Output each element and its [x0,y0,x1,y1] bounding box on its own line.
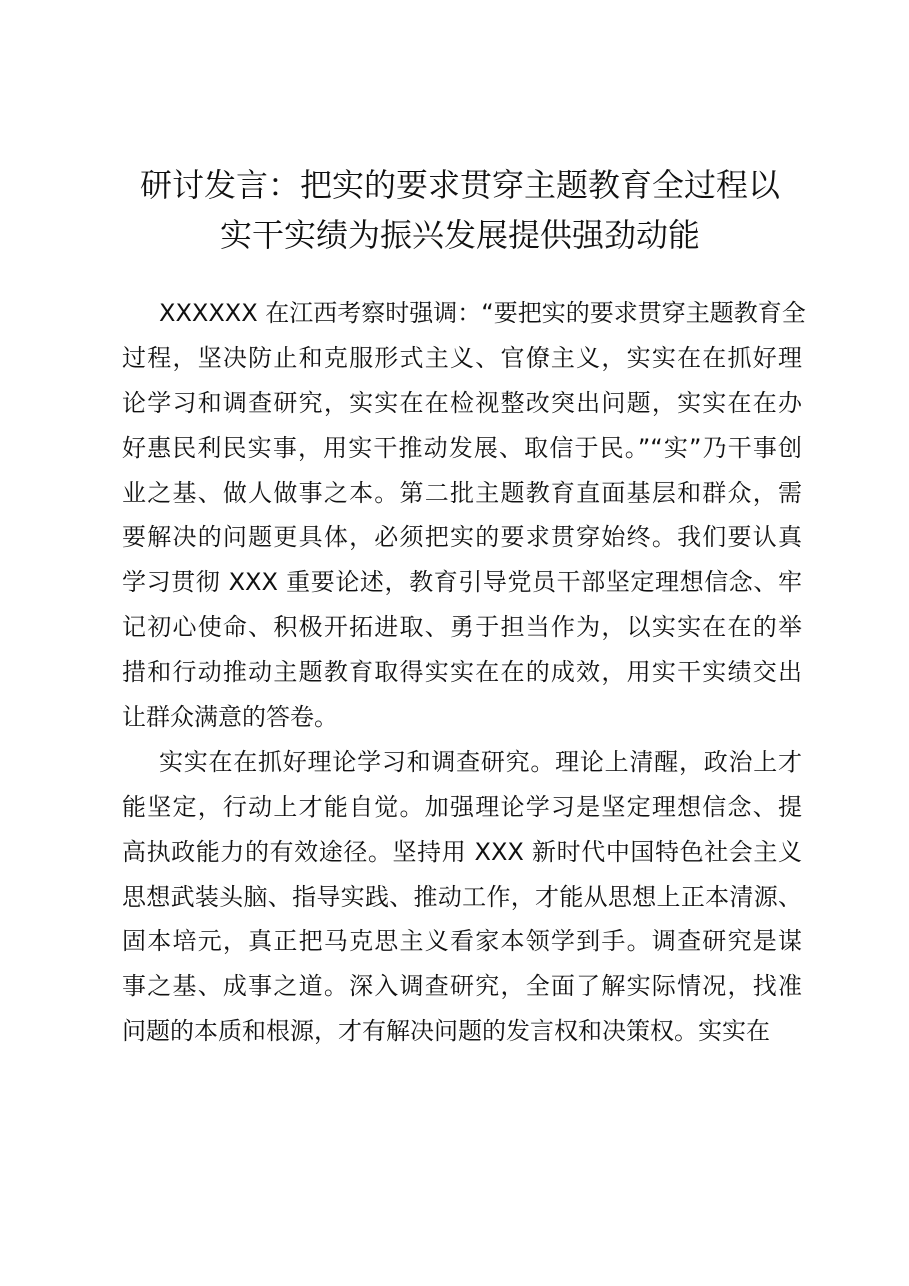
text-line: 事之基、成事之道。深入调查研究，全面了解实际情况，找准 [122,972,802,1001]
text-line: 让群众满意的答卷。 [122,703,338,732]
text-line: 学习贯彻 XXX 重要论述，教育引导党员干部坚定理想信念、牢 [122,568,802,597]
document-title [110,160,810,260]
text-line: 实实在在抓好理论学习和调查研究。理论上清醒，政治上才 [159,747,802,776]
text-line: 记初心使命、积极开拓进取、勇于担当作为，以实实在在的举 [122,613,802,642]
text-line: 问题的本质和根源，才有解决问题的发言权和决策权。实实在 [122,1017,770,1046]
text-line: 好惠民利民实事，用实干推动发展、取信于民。”“实”乃干事创 [122,433,802,462]
document-body [122,291,806,1054]
text-line: 思想武装头脑、指导实践、推动工作，才能从思想上正本清源、 [122,882,802,911]
title-line: 实干实绩为振兴发展提供强劲动能 [219,216,700,254]
text-line: 固本培元，真正把马克思主义看家本领学到手。调查研究是谋 [122,927,802,956]
text-line: 要解决的问题更具体，必须把实的要求贯穿始终。我们要认真 [122,523,802,552]
text-line: XXXXXX 在江西考察时强调：“要把实的要求贯穿主题教育全 [159,299,806,327]
text-line: 业之基、做人做事之本。第二批主题教育直面基层和群众，需 [122,478,802,507]
text-line: 措和行动推动主题教育取得实实在在的成效，用实干实绩交出 [122,658,802,687]
text-line: 过程，坚决防止和克服形式主义、官僚主义，实实在在抓好理 [122,343,802,372]
text-line: 能坚定，行动上才能自觉。加强理论学习是坚定理想信念、提 [122,792,802,821]
paragraph-1 [122,291,806,740]
text-line: 论学习和调查研究，实实在在检视整改突出问题，实实在在办 [122,388,802,417]
text-line: 高执政能力的有效途径。坚持用 XXX 新时代中国特色社会主义 [122,837,802,866]
paragraph-2 [122,740,802,1054]
title-line: 研讨发言：把实的要求贯穿主题教育全过程以 [139,166,780,204]
